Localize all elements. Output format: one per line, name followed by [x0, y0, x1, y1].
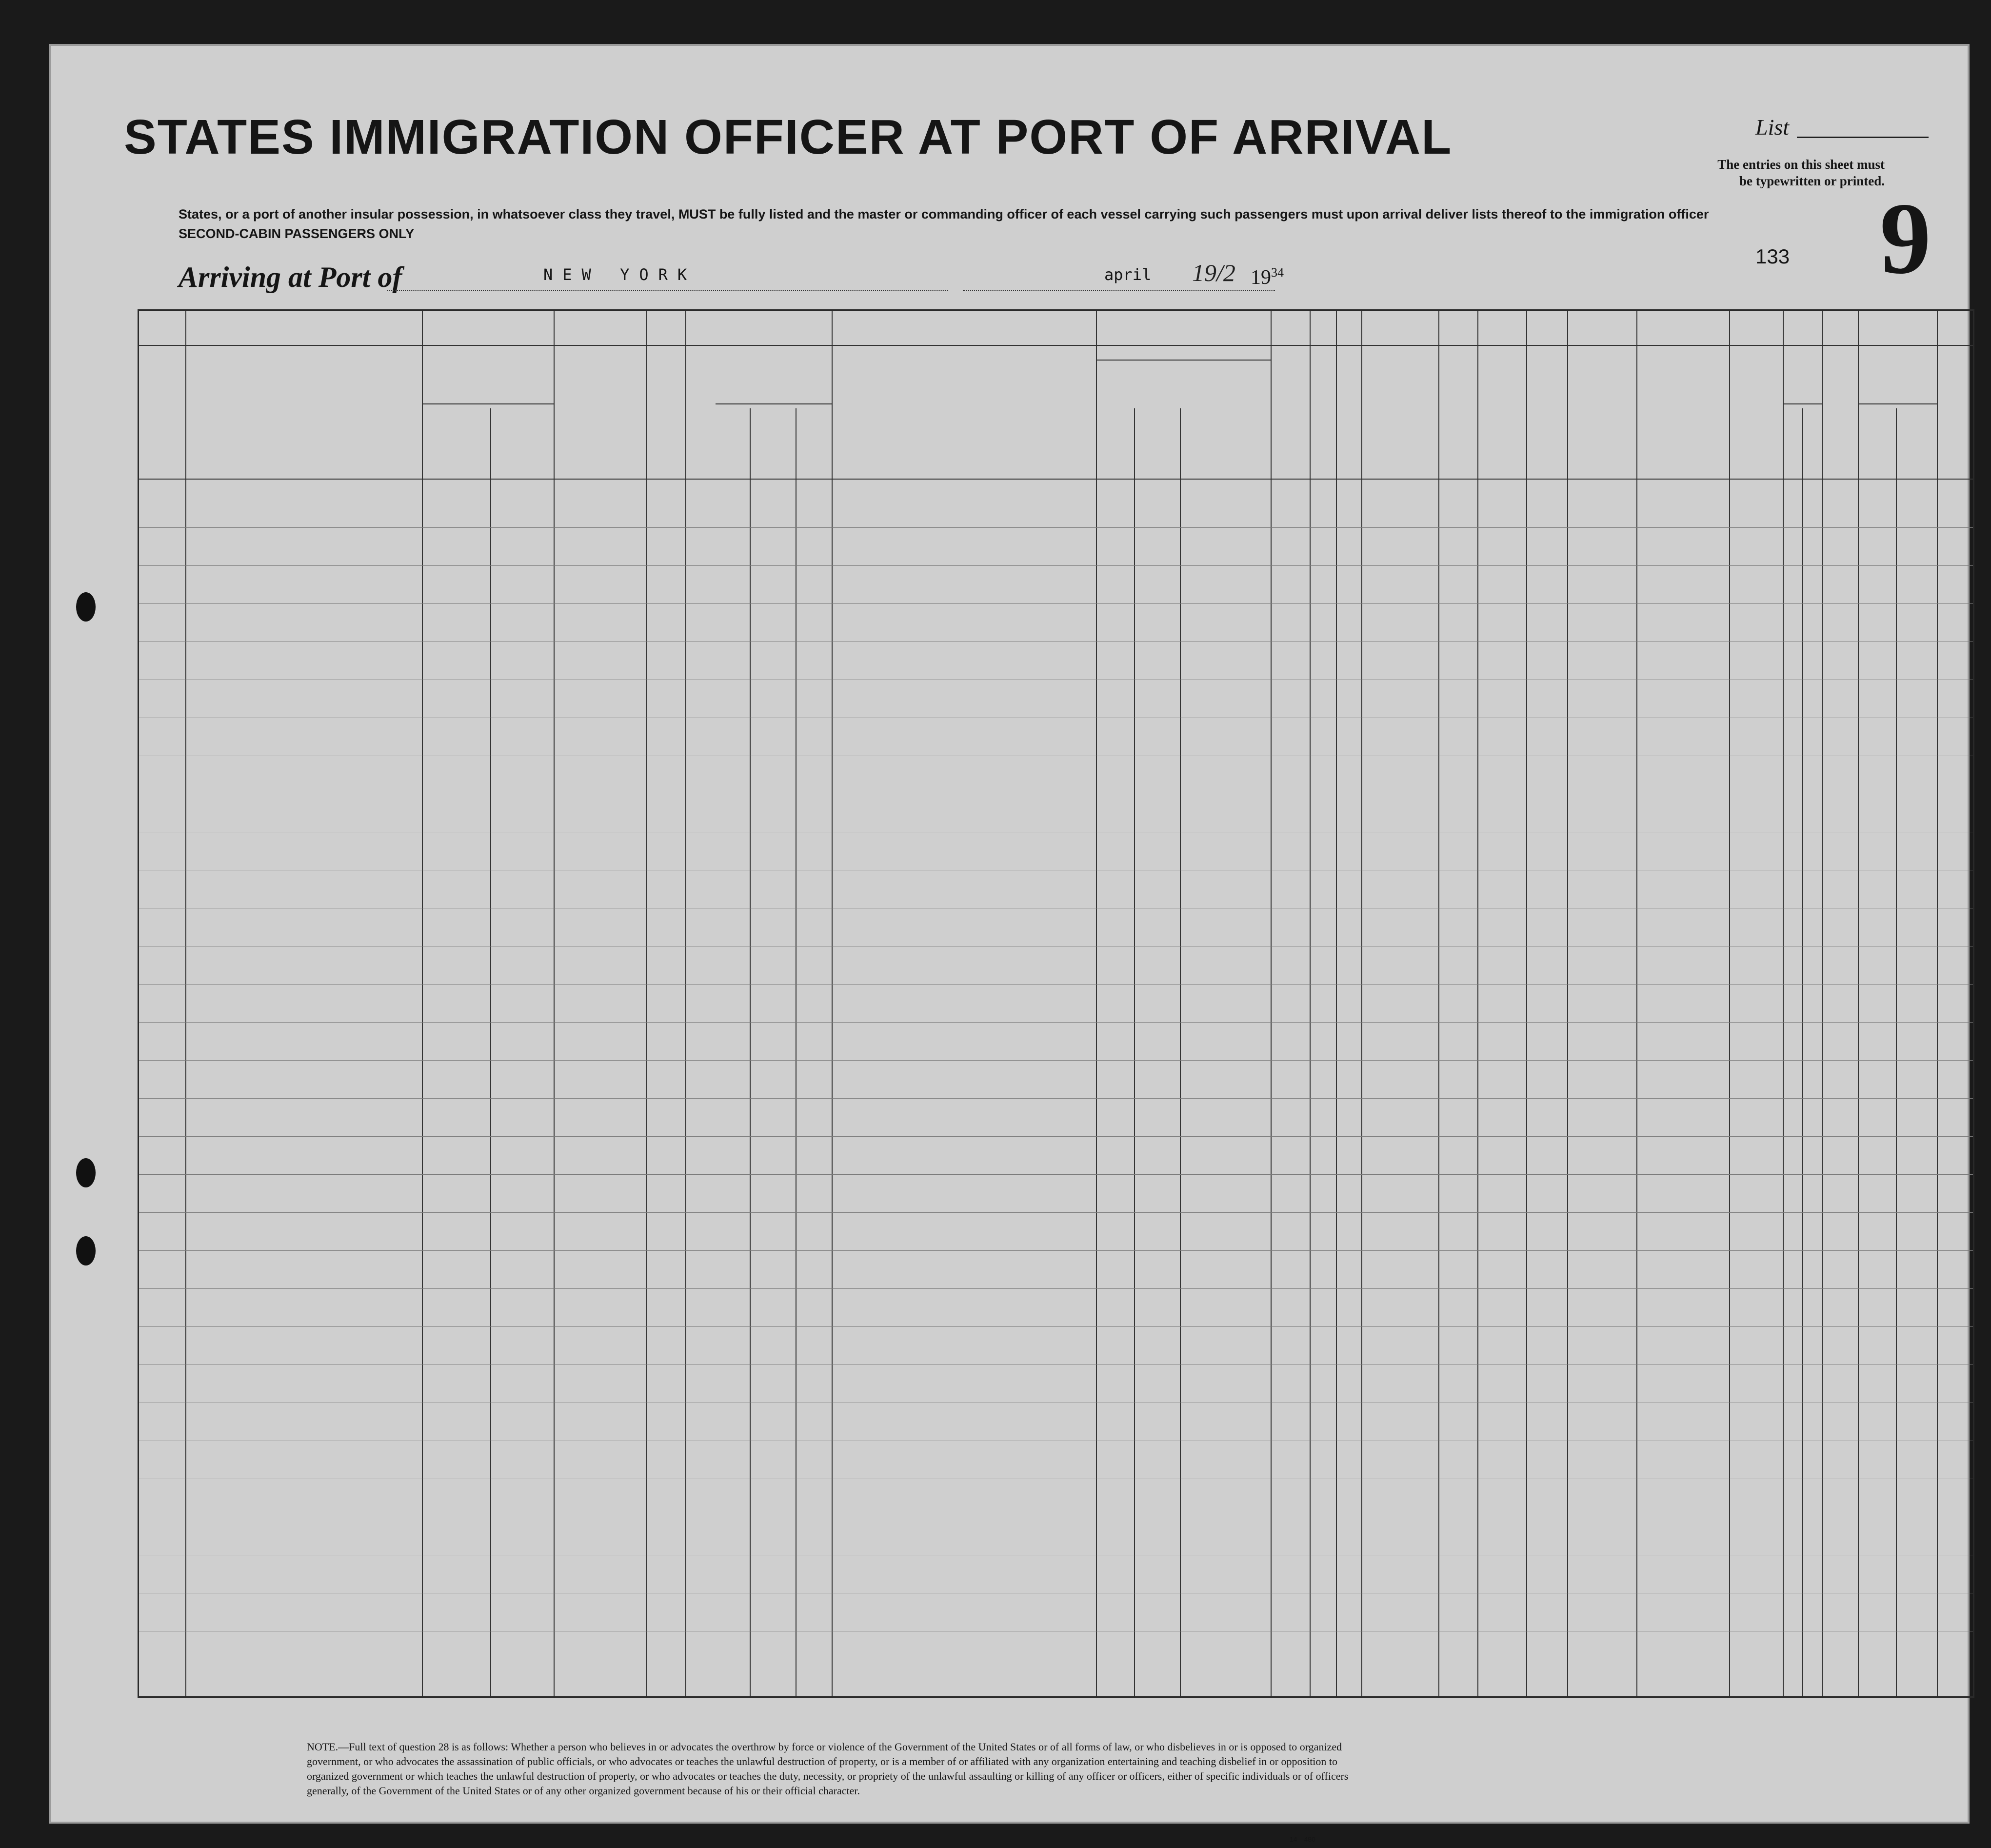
port-underline	[387, 290, 948, 291]
feet-inches-divider	[1802, 408, 1803, 1696]
row-rule	[139, 1060, 1973, 1061]
row-rule	[139, 1022, 1973, 1023]
arrival-day-handwritten: 19/2	[1192, 259, 1235, 286]
form-number: 14—480	[1290, 1835, 1315, 1843]
page-title: STATES IMMIGRATION OFFICER AT PORT OF ARRIVAL	[124, 110, 1453, 164]
list-underline	[1797, 137, 1929, 138]
column-divider	[185, 311, 186, 1696]
column-divider	[1783, 311, 1784, 1696]
column-divider	[1096, 311, 1097, 1696]
row-rule	[139, 527, 1973, 528]
column-divider	[554, 311, 555, 1696]
row-rule	[139, 1212, 1973, 1213]
column-divider	[685, 311, 686, 1696]
header-bottom-rule	[139, 479, 1973, 480]
column-divider	[1271, 311, 1272, 1696]
arrival-month: april	[1104, 265, 1152, 284]
col-feet-header	[1784, 423, 1801, 477]
column-divider	[1729, 311, 1730, 1696]
binder-hole	[76, 1158, 96, 1187]
date-underline	[963, 290, 1275, 291]
column-divider	[1336, 311, 1337, 1696]
column-divider	[1636, 311, 1637, 1696]
page-number: 9	[1880, 182, 1931, 295]
column-divider	[1822, 311, 1823, 1696]
col-money-header	[687, 350, 715, 472]
state-city-divider	[490, 408, 491, 1696]
yesno-divider	[750, 408, 751, 1696]
column-divider	[1438, 311, 1439, 1696]
list-label: List	[1755, 115, 1790, 140]
col-prison-header	[1273, 350, 1308, 477]
col-ticket-header	[555, 350, 571, 472]
notice-line-1: The entries on this sheet must	[1717, 157, 1885, 172]
column-divider	[1526, 311, 1527, 1696]
column-divider	[1477, 311, 1478, 1696]
row-rule	[139, 1326, 1973, 1327]
row-rule	[139, 1288, 1973, 1289]
row-rule	[139, 1098, 1973, 1099]
footnote: NOTE.—Full text of question 28 is as follows: Whether a person who believes in or advocates the overthrow by force or violence of the Government of the United States or of all forms of law, or who disbelieves in or is opposed to organized government, or who advocates the assassination of public officials, or who advocates or teaches the unlawful destruction of property, or is a member of or affiliated with any organization entertaining and teaching disbelief in or opposition to organized government or which teaches the unlawful destruction of property, or who advocates or teaches the duty, necessity, or propriety of the unlawful assaulting or killing of any officer or officers, either of specific individuals or of officers generally, of the Government of the United States or of any other organized government because of his or their official character.	[307, 1741, 1349, 1797]
column-divider	[1858, 311, 1859, 1696]
col-overthrow-header	[1363, 350, 1436, 477]
column-divider	[422, 311, 423, 1696]
document-sheet	[49, 44, 1970, 1843]
destination-split	[422, 403, 554, 404]
row-rule	[139, 1136, 1973, 1137]
col-contract-labor-header	[1440, 350, 1475, 477]
binder-hole	[76, 1236, 96, 1265]
sheet-number: 133	[1755, 245, 1790, 268]
manifest-table	[138, 309, 1974, 1698]
col-deported-header	[1479, 350, 1524, 477]
instructions-line: States, or a port of another insular possession, in whatsoever class they travel, MUST be fully listed and the master or commanding officer of each vessel carrying such passengers must upon arrival deliver lists thereof to the immigration officer	[179, 207, 1709, 221]
column-divider	[1567, 311, 1568, 1696]
passenger-class: SECOND-CABIN PASSENGERS ONLY	[179, 226, 415, 241]
row-rule	[139, 1250, 1973, 1251]
column-divider	[832, 311, 833, 1696]
col-polygamist-header	[1312, 350, 1334, 477]
purpose-split	[1096, 360, 1271, 361]
col-anarchist-header	[1338, 350, 1359, 477]
before-split	[716, 403, 832, 404]
col-return-header	[1097, 364, 1133, 477]
col-inches-header	[1803, 423, 1821, 477]
purpose-divider	[1134, 408, 1135, 1696]
notice-line-2: be typewritten or printed.	[1739, 174, 1885, 188]
column-divider	[1361, 311, 1362, 1696]
column-divider	[646, 311, 647, 1696]
arrival-year: $19^{34}$	[1251, 265, 1284, 289]
column-divider	[1937, 311, 1938, 1696]
height-split	[1783, 403, 1822, 404]
col-length-header	[1136, 364, 1178, 477]
column-number-rule	[139, 345, 1973, 346]
binder-hole	[76, 592, 96, 622]
row-rule	[139, 565, 1973, 566]
purpose-divider	[1180, 408, 1181, 1696]
col-citizen-header	[1182, 364, 1206, 477]
column-divider	[1310, 311, 1311, 1696]
hair-eyes-divider	[1896, 408, 1897, 1696]
port-value: NEW YORK	[543, 265, 697, 284]
row-rule	[139, 603, 1973, 604]
row-rule	[139, 1174, 1973, 1175]
color-split	[1858, 403, 1937, 404]
arriving-label: Arriving at Port of	[179, 261, 402, 293]
